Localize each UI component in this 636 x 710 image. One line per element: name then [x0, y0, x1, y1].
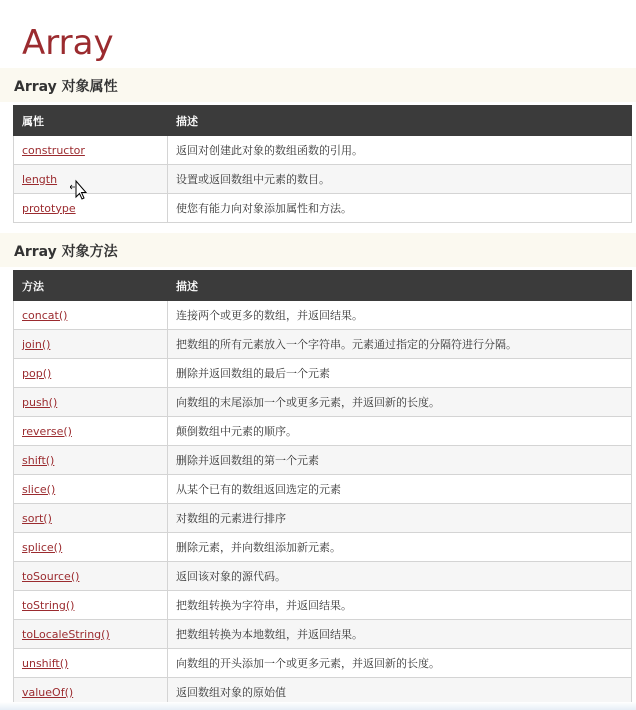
method-desc-cell: 把数组转换为字符串，并返回结果。: [168, 591, 632, 620]
table-row: [14, 591, 632, 620]
method-desc-cell: 返回该对象的源代码。: [168, 562, 632, 591]
method-link-splice[interactable]: splice(): [22, 540, 63, 554]
methods-table: [13, 270, 632, 707]
method-name-cell: [14, 504, 168, 533]
table-row: [14, 504, 632, 533]
method-link-unshift[interactable]: unshift(): [22, 656, 69, 670]
table-row: [14, 194, 632, 223]
method-link-sort[interactable]: sort(): [22, 511, 52, 525]
method-desc-cell: 把数组的所有元素放入一个字符串。元素通过指定的分隔符进行分隔。: [168, 330, 632, 359]
properties-table: [13, 105, 632, 223]
table-row: [14, 446, 632, 475]
method-name-cell: [14, 359, 168, 388]
method-name-cell: [14, 446, 168, 475]
table-row: [14, 165, 632, 194]
method-name-cell: [14, 475, 168, 504]
method-desc-cell: 删除并返回数组的最后一个元素: [168, 359, 632, 388]
properties-heading: Array 对象属性: [14, 79, 118, 95]
table-row: [14, 533, 632, 562]
property-name-cell: [14, 136, 168, 165]
method-link-shift[interactable]: shift(): [22, 453, 55, 467]
property-desc-cell: 返回对创建此对象的数组函数的引用。: [168, 136, 632, 165]
methods-col-desc: 描述: [168, 271, 632, 301]
method-link-concat[interactable]: concat(): [22, 308, 68, 322]
methods-heading: Array 对象方法: [14, 244, 118, 260]
property-link-prototype[interactable]: prototype: [22, 201, 76, 215]
properties-section-header: [0, 68, 636, 102]
method-name-cell: [14, 591, 168, 620]
method-name-cell: [14, 417, 168, 446]
method-desc-cell: 向数组的开头添加一个或更多元素，并返回新的长度。: [168, 649, 632, 678]
method-link-valueof[interactable]: valueOf(): [22, 685, 74, 699]
method-name-cell: [14, 562, 168, 591]
table-row: [14, 330, 632, 359]
method-desc-cell: 删除并返回数组的第一个元素: [168, 446, 632, 475]
table-row: [14, 136, 632, 165]
properties-header-row: [14, 106, 632, 136]
properties-col-name: 属性: [14, 106, 168, 136]
table-row: [14, 562, 632, 591]
method-link-tostring[interactable]: toString(): [22, 598, 75, 612]
property-desc-cell: 使您有能力向对象添加属性和方法。: [168, 194, 632, 223]
method-name-cell: [14, 533, 168, 562]
properties-col-desc: 描述: [168, 106, 632, 136]
method-link-push[interactable]: push(): [22, 395, 58, 409]
methods-header-row: [14, 271, 632, 301]
method-link-slice[interactable]: slice(): [22, 482, 56, 496]
method-desc-cell: 对数组的元素进行排序: [168, 504, 632, 533]
method-desc-cell: 删除元素，并向数组添加新元素。: [168, 533, 632, 562]
method-desc-cell: 返回数组对象的原始值: [168, 678, 632, 707]
methods-section-header: [0, 233, 636, 267]
bottom-edge: [0, 702, 636, 710]
property-name-cell: [14, 194, 168, 223]
table-row: [14, 301, 632, 330]
table-row: [14, 417, 632, 446]
method-link-join[interactable]: join(): [22, 337, 51, 351]
method-name-cell: [14, 620, 168, 649]
page-title: Array: [22, 22, 114, 63]
property-desc-cell: 设置或返回数组中元素的数目。: [168, 165, 632, 194]
property-name-cell: [14, 165, 168, 194]
property-link-constructor[interactable]: constructor: [22, 143, 85, 157]
table-row: [14, 359, 632, 388]
method-desc-cell: 颠倒数组中元素的顺序。: [168, 417, 632, 446]
method-link-reverse[interactable]: reverse(): [22, 424, 72, 438]
table-row: [14, 388, 632, 417]
method-desc-cell: 从某个已有的数组返回选定的元素: [168, 475, 632, 504]
move-cursor-icon: [70, 179, 90, 203]
method-link-pop[interactable]: pop(): [22, 366, 52, 380]
table-row: [14, 475, 632, 504]
method-name-cell: [14, 330, 168, 359]
method-desc-cell: 连接两个或更多的数组，并返回结果。: [168, 301, 632, 330]
method-link-tosource[interactable]: toSource(): [22, 569, 80, 583]
method-name-cell: [14, 301, 168, 330]
table-row: [14, 649, 632, 678]
property-link-length[interactable]: length: [22, 172, 58, 186]
table-row: [14, 620, 632, 649]
methods-col-name: 方法: [14, 271, 168, 301]
method-desc-cell: 把数组转换为本地数组，并返回结果。: [168, 620, 632, 649]
method-desc-cell: 向数组的末尾添加一个或更多元素，并返回新的长度。: [168, 388, 632, 417]
method-name-cell: [14, 649, 168, 678]
method-link-tolocalestring[interactable]: toLocaleString(): [22, 627, 110, 641]
method-name-cell: [14, 388, 168, 417]
